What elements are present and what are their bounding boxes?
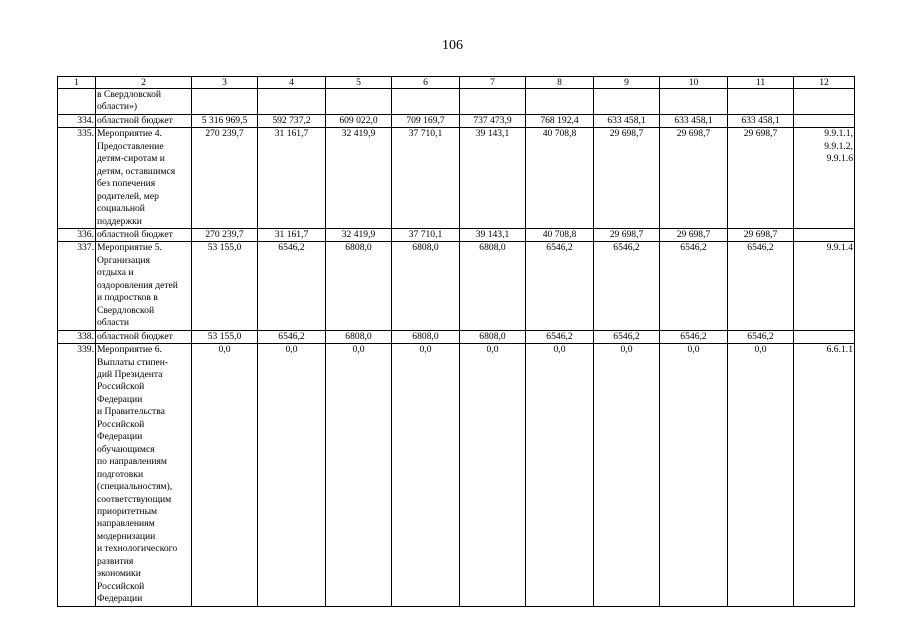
row-number: 337. — [58, 242, 96, 330]
description-line: Федерации — [97, 431, 143, 443]
description-line: приоритетным — [97, 505, 158, 517]
description-line: Федерации — [97, 393, 143, 405]
row-description — [96, 344, 192, 607]
amount-cell: 6546,2 — [594, 330, 660, 343]
description-line: модернизации — [97, 530, 156, 542]
amount-cell: 0,0 — [594, 344, 660, 607]
amount-cell: 31 161,7 — [258, 128, 326, 229]
row-description — [96, 89, 192, 115]
description-line: Организация — [97, 254, 150, 266]
description-line: без попечения — [97, 178, 156, 190]
amount-cell: 0,0 — [660, 344, 728, 607]
amount-cell: 6546,2 — [526, 330, 594, 343]
description-line: детям-сиротам и — [97, 153, 165, 165]
amount-cell: 6808,0 — [392, 330, 460, 343]
target-indicator: 9.9.1.2, — [824, 140, 853, 152]
row-number: 338. — [58, 330, 96, 343]
amount-cell: 6546,2 — [728, 330, 794, 343]
description-line: и Правительства — [97, 406, 165, 418]
description-line: области») — [97, 101, 138, 113]
description-line: Свердловской — [97, 304, 155, 316]
description-line: Выплаты стипен- — [97, 356, 169, 368]
amount-cell: 270 239,7 — [192, 228, 258, 241]
amount-cell: 0,0 — [728, 344, 794, 607]
table-row — [58, 242, 855, 330]
amount-cell: 53 155,0 — [192, 242, 258, 330]
column-header: 6 — [392, 77, 460, 89]
amount-cell: 6546,2 — [258, 242, 326, 330]
table-row — [58, 114, 855, 127]
target-indicator-cell — [794, 128, 855, 229]
description-line: поддержки — [97, 215, 142, 227]
amount-cell: 29 698,7 — [728, 228, 794, 241]
amount-cell: 270 239,7 — [192, 128, 258, 229]
target-indicator-cell — [794, 89, 855, 115]
amount-cell: 29 698,7 — [728, 128, 794, 229]
amount-cell — [258, 89, 326, 115]
budget-table — [57, 76, 855, 607]
description-line: развития — [97, 555, 134, 567]
target-indicator-cell — [794, 344, 855, 607]
amount-cell: 609 022,0 — [326, 114, 392, 127]
column-header: 11 — [728, 77, 794, 89]
amount-cell — [192, 89, 258, 115]
row-description — [96, 128, 192, 229]
amount-cell: 53 155,0 — [192, 330, 258, 343]
row-number: 336. — [58, 228, 96, 241]
amount-cell: 0,0 — [326, 344, 392, 607]
amount-cell: 6546,2 — [258, 330, 326, 343]
target-indicator-cell — [794, 114, 855, 127]
target-indicator-cell — [794, 242, 855, 330]
amount-cell — [460, 89, 526, 115]
column-header: 12 — [794, 77, 855, 89]
amount-cell: 40 708,8 — [526, 228, 594, 241]
amount-cell: 709 169,7 — [392, 114, 460, 127]
amount-cell: 0,0 — [392, 344, 460, 607]
amount-cell — [728, 89, 794, 115]
amount-cell — [392, 89, 460, 115]
table-row — [58, 330, 855, 343]
amount-cell: 6546,2 — [660, 330, 728, 343]
amount-cell: 6546,2 — [594, 242, 660, 330]
description-line: в Свердловской — [97, 89, 162, 100]
description-line: обучающимся — [97, 443, 155, 455]
description-line: дий Президента — [97, 368, 163, 380]
amount-cell: 737 473,9 — [460, 114, 526, 127]
table-row — [58, 128, 855, 229]
column-header: 2 — [96, 77, 192, 89]
amount-cell: 39 143,1 — [460, 128, 526, 229]
target-indicator: 9.9.1.1, — [824, 128, 853, 140]
description-line: Российской — [97, 418, 145, 430]
column-header: 3 — [192, 77, 258, 89]
amount-cell: 29 698,7 — [594, 128, 660, 229]
amount-cell: 0,0 — [258, 344, 326, 607]
description-line: областной бюджет — [97, 114, 173, 126]
description-line: детям, оставшимся — [97, 165, 176, 177]
description-line: (специальностям), — [97, 481, 173, 493]
amount-cell — [526, 89, 594, 115]
description-line: Российской — [97, 381, 145, 393]
table-row — [58, 89, 855, 115]
amount-cell: 6808,0 — [392, 242, 460, 330]
amount-cell: 6808,0 — [326, 330, 392, 343]
description-line: оздоровления детей — [97, 279, 178, 291]
amount-cell: 0,0 — [460, 344, 526, 607]
amount-cell — [594, 89, 660, 115]
target-indicator-cell — [794, 228, 855, 241]
column-header: 5 — [326, 77, 392, 89]
amount-cell: 6546,2 — [660, 242, 728, 330]
target-indicator: 6.6.1.1 — [826, 344, 853, 356]
amount-cell: 40 708,8 — [526, 128, 594, 229]
amount-cell — [660, 89, 728, 115]
description-line: родителей, мер — [97, 190, 159, 202]
amount-cell: 6546,2 — [526, 242, 594, 330]
amount-cell: 6546,2 — [728, 242, 794, 330]
page-number: 106 — [442, 38, 463, 53]
table-row — [58, 344, 855, 607]
description-line: областной бюджет — [97, 228, 173, 240]
amount-cell: 29 698,7 — [594, 228, 660, 241]
row-description — [96, 330, 192, 343]
description-line: Федерации — [97, 593, 143, 605]
description-line: Мероприятие 5. — [97, 242, 162, 254]
amount-cell: 32 419,9 — [326, 128, 392, 229]
row-number: 334. — [58, 114, 96, 127]
row-description — [96, 114, 192, 127]
column-header: 9 — [594, 77, 660, 89]
amount-cell: 633 458,1 — [728, 114, 794, 127]
description-line: области — [97, 317, 130, 329]
amount-cell: 6808,0 — [326, 242, 392, 330]
amount-cell: 37 710,1 — [392, 228, 460, 241]
column-header: 4 — [258, 77, 326, 89]
amount-cell — [326, 89, 392, 115]
amount-cell: 29 698,7 — [660, 228, 728, 241]
description-line: экономики — [97, 568, 141, 580]
description-line: по направлениям — [97, 456, 167, 468]
amount-cell: 6808,0 — [460, 330, 526, 343]
column-header: 10 — [660, 77, 728, 89]
table-row — [58, 228, 855, 241]
amount-cell: 37 710,1 — [392, 128, 460, 229]
amount-cell: 0,0 — [526, 344, 594, 607]
amount-cell: 29 698,7 — [660, 128, 728, 229]
column-header: 1 — [58, 77, 96, 89]
description-line: подготовки — [97, 468, 144, 480]
target-indicator: 9.9.1.4 — [826, 242, 853, 254]
row-description — [96, 242, 192, 330]
description-line: соответствующим — [97, 493, 172, 505]
amount-cell: 0,0 — [192, 344, 258, 607]
description-line: направлениям — [97, 518, 155, 530]
column-header: 8 — [526, 77, 594, 89]
description-line: Российской — [97, 580, 145, 592]
amount-cell: 592 737,2 — [258, 114, 326, 127]
description-line: и технологического — [97, 543, 178, 555]
amount-cell: 31 161,7 — [258, 228, 326, 241]
amount-cell: 39 143,1 — [460, 228, 526, 241]
target-indicator: 9.9.1.6 — [826, 153, 853, 165]
description-line: отдыха и — [97, 267, 134, 279]
header-row — [58, 77, 855, 89]
description-line: областной бюджет — [97, 330, 173, 342]
row-number: 339. — [58, 344, 96, 607]
target-indicator-cell — [794, 330, 855, 343]
amount-cell: 6808,0 — [460, 242, 526, 330]
amount-cell: 633 458,1 — [660, 114, 728, 127]
row-number: 335. — [58, 128, 96, 229]
description-line: социальной — [97, 203, 145, 215]
column-header: 7 — [460, 77, 526, 89]
row-number — [58, 89, 96, 115]
amount-cell: 633 458,1 — [594, 114, 660, 127]
description-line: Мероприятие 4. — [97, 128, 162, 140]
description-line: Мероприятие 6. — [97, 344, 162, 356]
description-line: и подростков в — [97, 292, 158, 304]
description-line: Предоставление — [97, 140, 164, 152]
table-body — [58, 77, 855, 607]
amount-cell: 768 192,4 — [526, 114, 594, 127]
row-description — [96, 228, 192, 241]
amount-cell: 5 316 969,5 — [192, 114, 258, 127]
amount-cell: 32 419,9 — [326, 228, 392, 241]
